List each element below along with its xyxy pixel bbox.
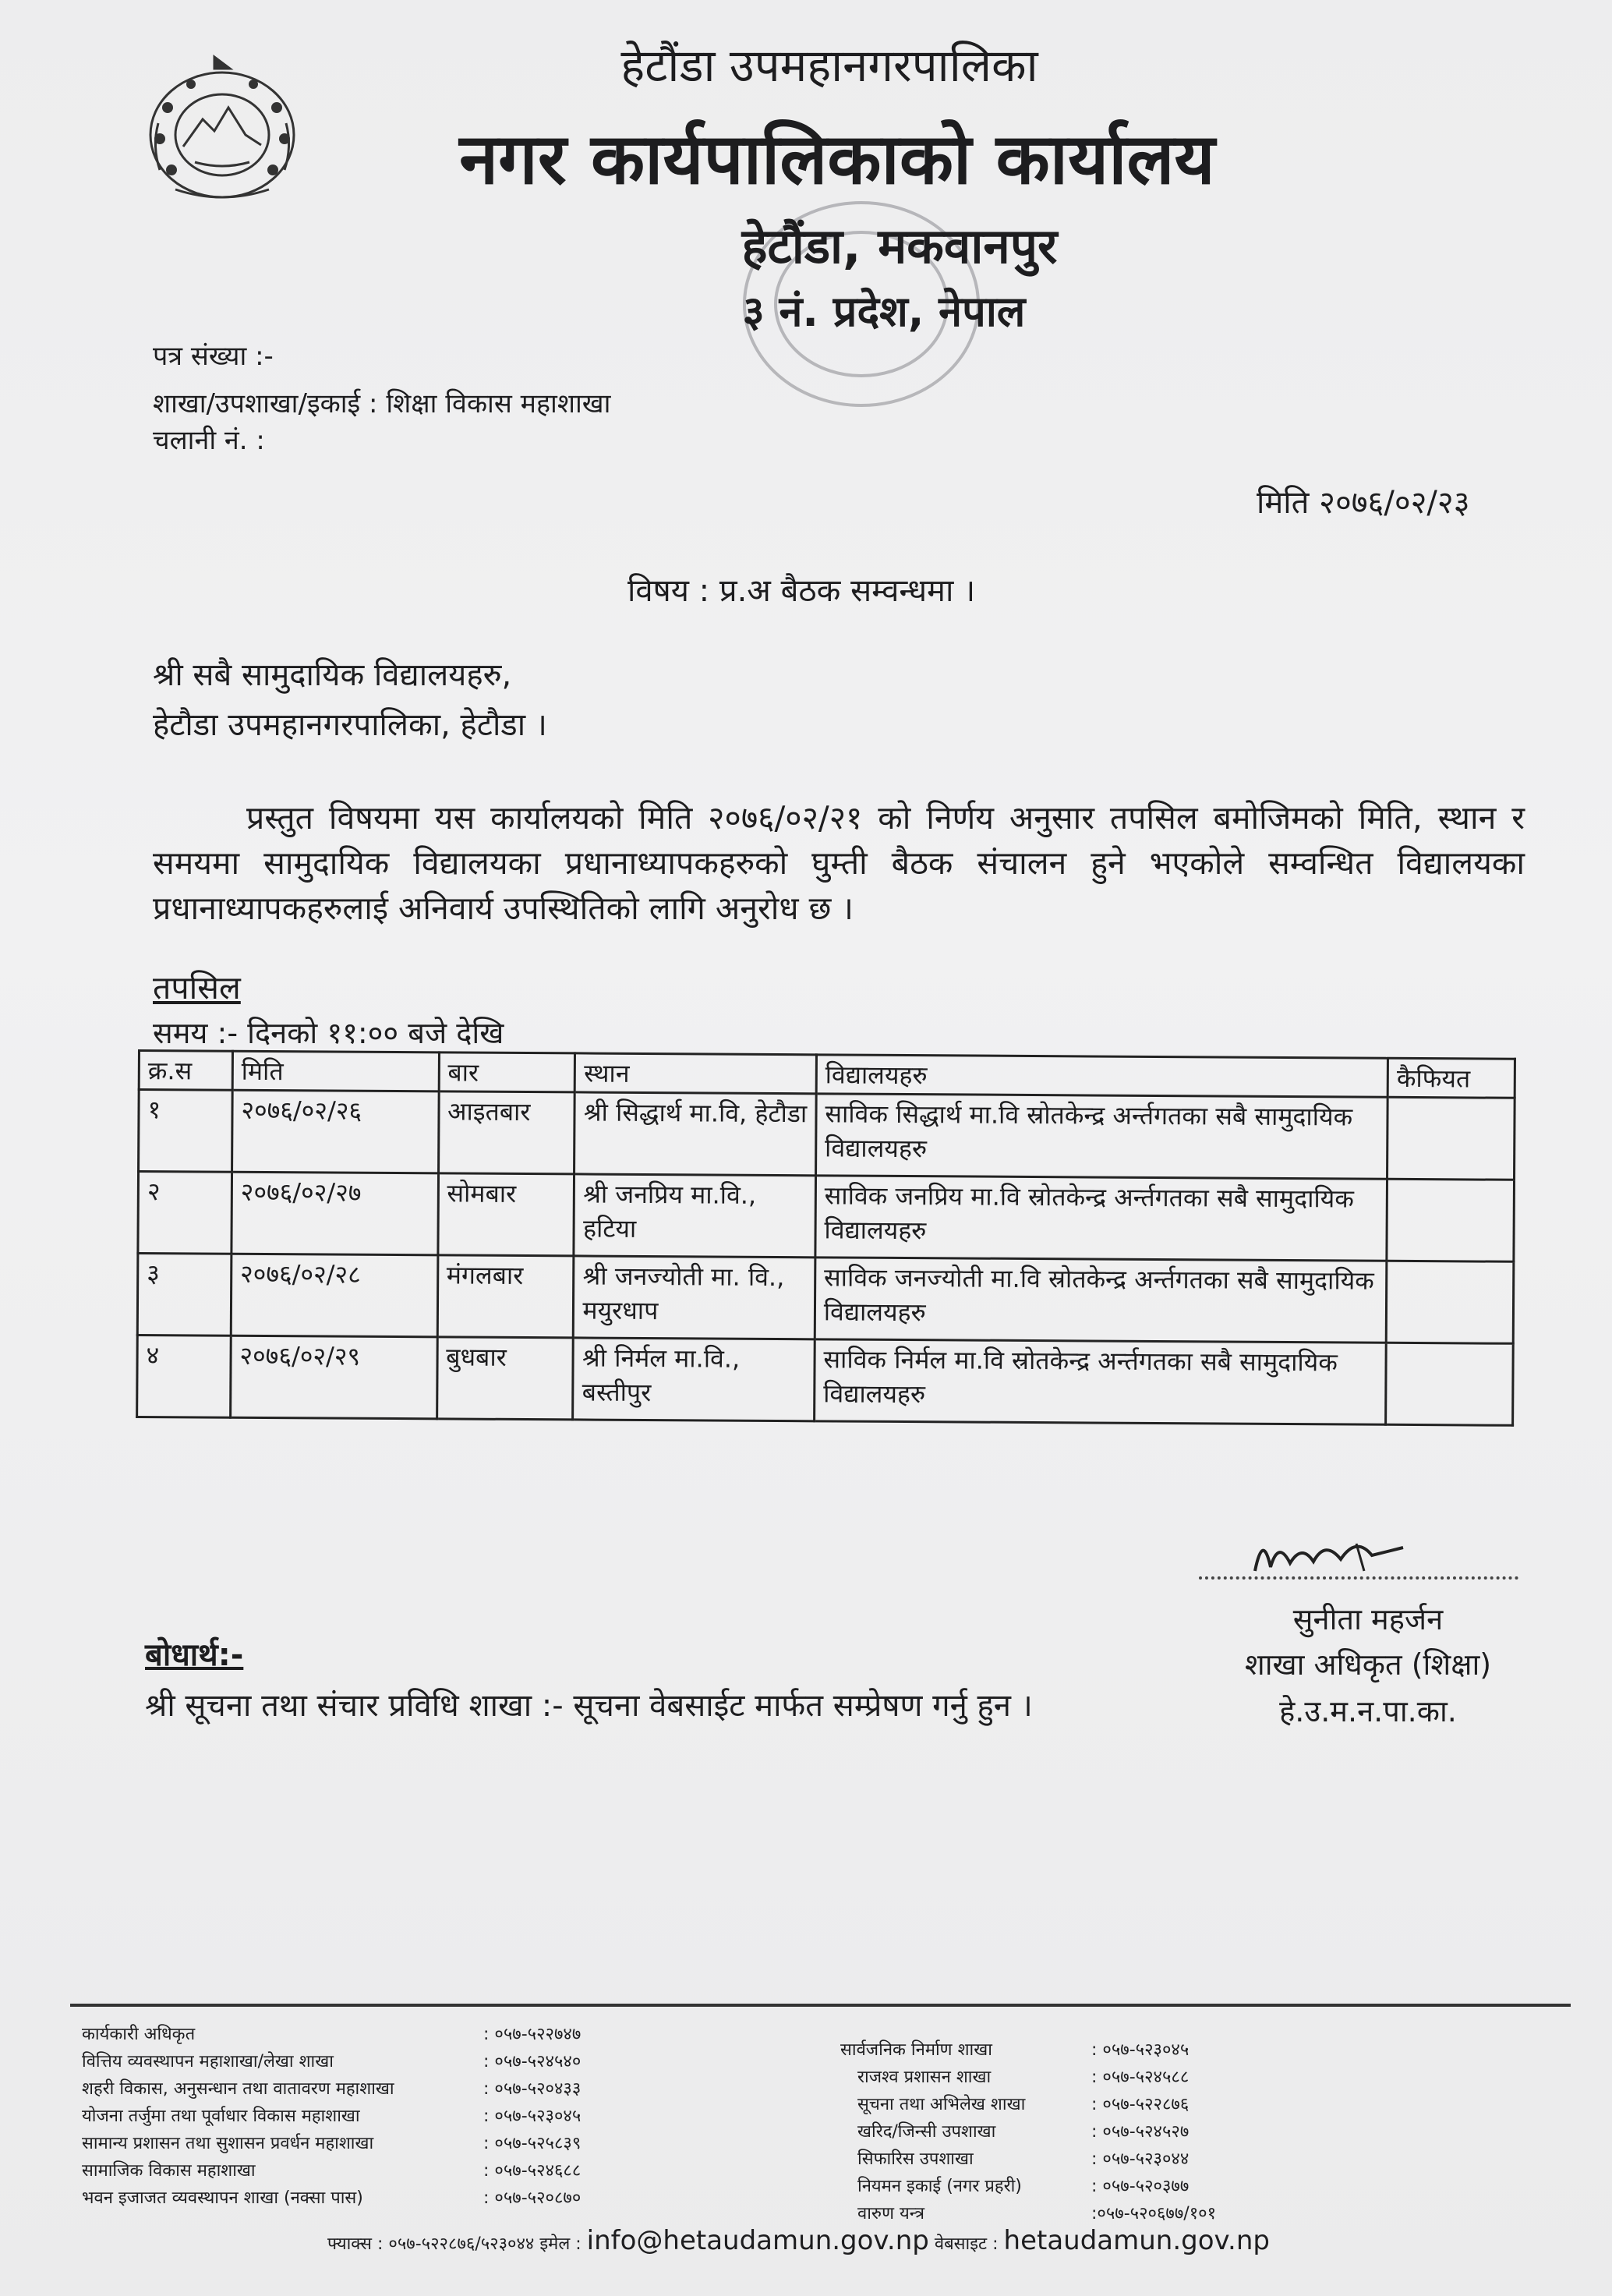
column-header: बार <box>439 1052 575 1092</box>
schedule-table <box>136 1049 1516 1427</box>
cc-text: श्री सूचना तथा संचार प्रविधि शाखा :- सूचना वेबसाईट मार्फत सम्प्रेषण गर्नु हुन । <box>145 1688 1033 1724</box>
table-cell: २०७६/०२/२७ <box>232 1172 438 1255</box>
signer-title: शाखा अधिकृत (शिक्षा) <box>1244 1647 1492 1682</box>
schedule-heading: तपसिल <box>153 969 241 1006</box>
table-cell: १ <box>139 1090 232 1173</box>
table-row <box>139 1090 1515 1180</box>
contact-phone: : ०५७-५२४५८८ <box>1091 2068 1190 2087</box>
contact-phone: : ०५७-५२०३७७ <box>1091 2177 1190 2196</box>
contact-label: सामान्य प्रशासन तथा सुशासन प्रवर्धन महाशाखा <box>82 2134 374 2153</box>
schedule-time: समय :- दिनको ११:०० बजे देखि <box>153 1016 504 1050</box>
contact-row <box>82 2048 581 2075</box>
website-link[interactable]: hetaudamun.gov.np <box>1003 2225 1270 2256</box>
column-header: कैफियत <box>1388 1058 1515 1098</box>
contact-label: सार्वजनिक निर्माण शाखा <box>840 2040 992 2060</box>
contact-phone: : ०५७-५२३०४४ <box>1091 2149 1190 2169</box>
letter-date: मिति २०७६/०२/२३ <box>1257 485 1470 521</box>
table-cell: बुधबार <box>437 1337 573 1420</box>
contact-phone: : ०५७-५२३०४५ <box>483 2107 582 2126</box>
column-header: स्थान <box>575 1053 817 1094</box>
contact-row <box>82 2075 581 2103</box>
dispatch-number: चलानी नं. : <box>153 425 265 456</box>
column-header: मिति <box>232 1051 439 1091</box>
footer-contacts-right <box>840 2036 1217 2227</box>
table-cell <box>1388 1097 1515 1180</box>
office-location: हेटौंडा, मकवानपुर <box>741 218 1058 274</box>
contact-phone: : ०५७-५२५८३९ <box>483 2134 582 2153</box>
table-cell: श्री जनज्योती मा. वि., मयुरधाप <box>574 1256 815 1339</box>
contact-row <box>857 2173 1216 2200</box>
table-cell: साविक जनज्योती मा.वि स्रोतकेन्द्र अर्न्तगतका सबै सामुदायिक विद्यालयहरु <box>815 1258 1387 1343</box>
table-cell: २०७६/०२/२६ <box>232 1090 438 1173</box>
addressee-line1: श्री सबै सामुदायिक विद्यालयहरु, <box>153 657 512 693</box>
branch-line: शाखा/उपशाखा/इकाई : शिक्षा विकास महाशाखा <box>153 388 611 419</box>
website-label: वेबसाइट : <box>934 2234 999 2254</box>
letter-body: प्रस्तुत विषयमा यस कार्यालयको मिति २०७६/०२/२१ को निर्णय अनुसार तपसिल बमोजिमको मिति, स्थान र समयमा सामुदायिक विद्यालयका प्रधानाध्यापकहरुको घुम्ती बैठक संचालन हुने भएकोले सम्वन्धित विद्यालयका प्रधानाध्यापकहरुलाई अनिवार्य उपस्थितिको लागि अनुरोध छ । <box>153 799 1525 927</box>
table-cell <box>1387 1179 1515 1261</box>
contact-label: खरिद/जिन्सी उपशाखा <box>857 2122 996 2142</box>
contact-row <box>82 2185 581 2212</box>
column-header: क्र.स <box>139 1051 232 1091</box>
contact-label: कार्यकारी अधिकृत <box>82 2025 196 2044</box>
contact-label: वारुण यन्त्र <box>857 2204 925 2223</box>
fax-label: फ्याक्स : ०५७-५२२८७६/५२३०४४ इमेल : <box>327 2234 582 2254</box>
table-cell: साविक सिद्धार्थ मा.वि स्रोतकेन्द्र अर्न्तगतका सबै सामुदायिक विद्यालयहरु <box>815 1094 1388 1179</box>
contact-label: राजश्व प्रशासन शाखा <box>857 2068 992 2087</box>
footer-divider <box>70 2004 1571 2007</box>
contact-phone: :०५७-५२०६७७/१०१ <box>1091 2204 1217 2223</box>
email-link[interactable]: info@hetaudamun.gov.np <box>586 2225 929 2256</box>
contact-phone: : ०५७-५२३०४५ <box>1091 2040 1190 2060</box>
municipality-name: हेटौंडा उपमहानगरपालिका <box>620 39 1038 92</box>
table-cell: श्री जनप्रिय मा.वि., हटिया <box>574 1174 815 1258</box>
contact-row <box>857 2146 1216 2173</box>
table-row <box>137 1336 1514 1426</box>
footer-contacts-left <box>82 2021 581 2212</box>
table-cell: श्री निर्मल मा.वि., बस्तीपुर <box>573 1338 815 1421</box>
column-header: विद्यालयहरु <box>816 1055 1388 1097</box>
contact-phone: : ०५७-५२२७४७ <box>483 2025 582 2044</box>
table-cell: २०७६/०२/२८ <box>231 1254 437 1337</box>
signer-org: हे.उ.म.न.पा.का. <box>1279 1694 1457 1728</box>
contact-phone: : ०५७-५२४५४० <box>483 2052 582 2071</box>
footer-contact-line <box>327 2225 1270 2256</box>
contact-phone: : ०५७-५२४६८८ <box>483 2161 582 2181</box>
cc-label: बोधार्थ:- <box>145 1637 244 1673</box>
table-cell: सोमबार <box>437 1173 574 1256</box>
contact-label: भवन इजाजत व्यवस्थापन शाखा (नक्सा पास) <box>82 2188 363 2208</box>
table-cell: मंगलबार <box>437 1255 574 1338</box>
contact-label: सामाजिक विकास महाशाखा <box>82 2161 256 2181</box>
table-cell: ३ <box>137 1254 231 1336</box>
contact-row <box>840 2036 1216 2064</box>
addressee-line2: हेटौडा उपमहानगरपालिका, हेटौडा । <box>153 707 547 743</box>
office-province: ३ नं. प्रदेश, नेपाल <box>742 287 1026 336</box>
table-cell <box>1386 1261 1514 1343</box>
table-cell: २ <box>138 1172 232 1254</box>
contact-row <box>82 2103 581 2130</box>
table-row <box>138 1172 1515 1262</box>
contact-row <box>82 2157 581 2185</box>
contact-row <box>82 2021 581 2048</box>
table-cell: ४ <box>137 1336 231 1418</box>
contact-row <box>857 2118 1216 2146</box>
contact-row <box>82 2130 581 2157</box>
contact-label: वित्तिय व्यवस्थापन महाशाखा/लेखा शाखा <box>82 2052 334 2071</box>
table-cell: आइतबार <box>438 1091 574 1174</box>
contact-label: योजना तर्जुमा तथा पूर्वाधार विकास महाशाखा <box>82 2107 360 2126</box>
signature-line <box>1199 1576 1518 1580</box>
letter-number: पत्र संख्या :- <box>153 341 274 372</box>
letter-subject: विषय : प्र.अ बैठक सम्वन्धमा । <box>627 573 976 609</box>
table-cell <box>1386 1343 1514 1425</box>
contact-phone: : ०५७-५२२८७६ <box>1091 2095 1190 2114</box>
contact-phone: : ०५७-५२०४३३ <box>483 2079 582 2099</box>
contact-row <box>857 2200 1216 2227</box>
contact-label: सिफारिस उपशाखा <box>857 2149 974 2169</box>
table-cell: २०७६/०२/२९ <box>230 1336 437 1419</box>
contact-label: नियमन इकाई (नगर प्रहरी) <box>857 2177 1022 2196</box>
office-title: नगर कार्यपालिकाको कार्यालय <box>459 119 1215 200</box>
table-cell: साविक जनप्रिय मा.वि स्रोतकेन्द्र अर्न्तगतका सबै सामुदायिक विद्यालयहरु <box>815 1176 1388 1261</box>
table-cell: साविक निर्मल मा.वि स्रोतकेन्द्र अर्न्तगतका सबै सामुदायिक विद्यालयहरु <box>814 1339 1386 1424</box>
contact-label: सूचना तथा अभिलेख शाखा <box>857 2095 1026 2114</box>
signer-name: सुनीता महर्जन <box>1292 1602 1444 1636</box>
contact-phone: : ०५७-५२४५२७ <box>1091 2122 1190 2142</box>
contact-row <box>857 2091 1216 2118</box>
table-cell: श्री सिद्धार्थ मा.वि, हेटौडा <box>574 1092 816 1176</box>
table-row <box>137 1254 1514 1344</box>
contact-label: शहरी विकास, अनुसन्धान तथा वातावरण महाशाखा <box>82 2079 394 2099</box>
contact-phone: : ०५७-५२०८७० <box>483 2188 582 2208</box>
contact-row <box>857 2064 1216 2091</box>
